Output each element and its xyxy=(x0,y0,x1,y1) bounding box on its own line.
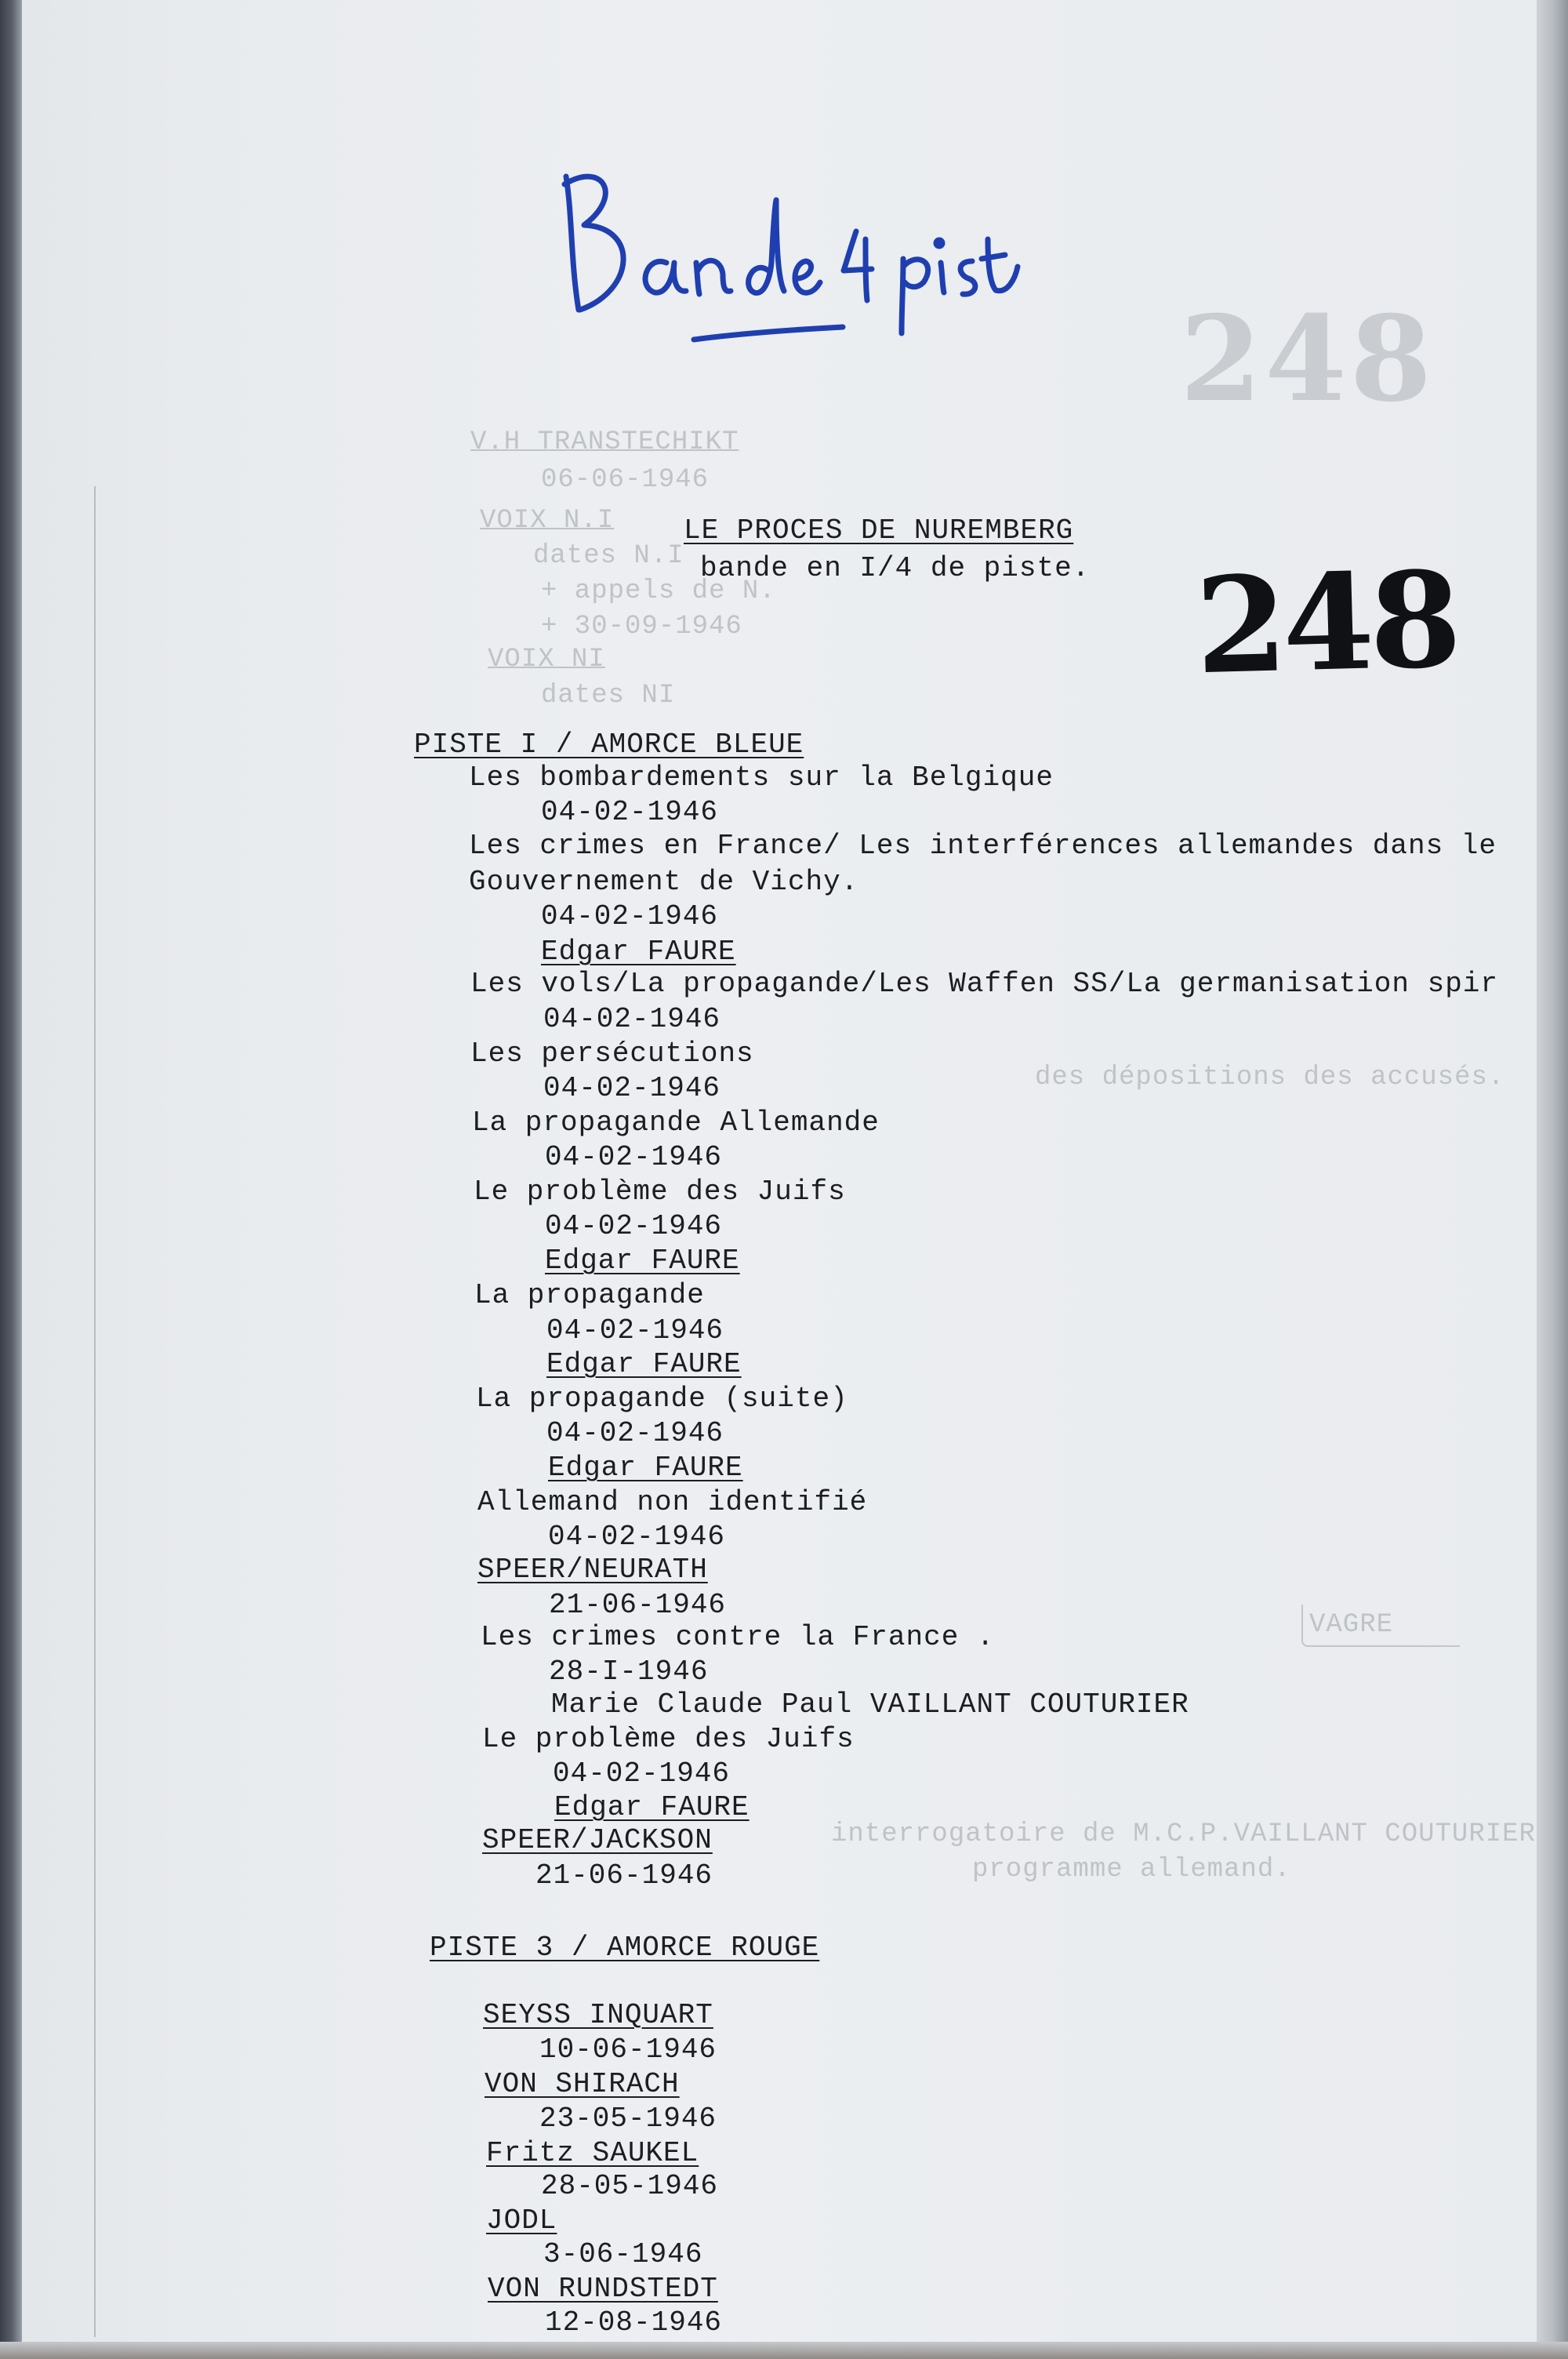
recording-date: 04-02-1946 xyxy=(553,1757,731,1790)
document-title: LE PROCES DE NUREMBERG xyxy=(684,514,1074,547)
bleed-through-line: programme allemand. xyxy=(972,1855,1291,1885)
speaker-name: Fritz SAUKEL xyxy=(486,2137,699,2169)
recording-title: La propagande xyxy=(474,1279,705,1311)
recording-date: 21-06-1946 xyxy=(535,1859,713,1892)
bleed-through-line: + 30-09-1946 xyxy=(541,612,742,642)
binding-edge xyxy=(0,0,22,2359)
recording-date: 3-06-1946 xyxy=(543,2238,703,2270)
recording-date: 12-08-1946 xyxy=(545,2306,723,2339)
recording-date: 04-02-1946 xyxy=(546,1417,724,1449)
speaker-name: Edgar FAURE xyxy=(548,1452,743,1484)
page-bottom-edge xyxy=(0,2342,1568,2359)
document-subtitle: bande en I/4 de piste. xyxy=(700,552,1091,584)
recording-title: La propagande (suite) xyxy=(476,1383,848,1415)
bleed-through-line: dates N.I xyxy=(533,541,684,571)
bleed-through-line: dates NI xyxy=(541,681,676,711)
bleed-through-line: interrogatoire de M.C.P.VAILLANT COUTURIER xyxy=(831,1819,1536,1849)
speaker-name: SPEER/NEURATH xyxy=(477,1554,708,1586)
recording-title: Les bombardements sur la Belgique xyxy=(469,761,1054,794)
page-number-stamp: 248 xyxy=(1193,541,1459,704)
recording-date: 21-06-1946 xyxy=(549,1589,727,1621)
speaker-name: Edgar FAURE xyxy=(545,1245,740,1277)
speaker-name: SEYSS INQUART xyxy=(483,1999,713,2031)
speaker-name: VON RUNDSTEDT xyxy=(488,2273,718,2305)
recording-title: Le problème des Juifs xyxy=(474,1176,846,1208)
speaker-name: Edgar FAURE xyxy=(541,936,736,968)
bleed-through-line: VOIX N.I xyxy=(480,506,615,536)
bleed-through-line: 06-06-1946 xyxy=(541,465,710,495)
bleed-through-line: V.H TRANSTECHIKT xyxy=(470,427,739,457)
bleed-through-box xyxy=(1301,1605,1460,1647)
bleed-through-line: des dépositions des accusés. xyxy=(1035,1063,1505,1092)
speaker-name: VON SHIRACH xyxy=(485,2068,680,2100)
bleed-through-number: 248 xyxy=(1180,290,1436,428)
speaker-name: Edgar FAURE xyxy=(554,1791,750,1823)
speaker-name: SPEER/JACKSON xyxy=(482,1824,713,1856)
recording-title: Les vols/La propagande/Les Waffen SS/La germanisation spir xyxy=(470,968,1499,1000)
track-heading: PISTE I / AMORCE BLEUE xyxy=(414,729,804,761)
recording-date: 28-05-1946 xyxy=(541,2170,719,2202)
track-heading: PISTE 3 / AMORCE ROUGE xyxy=(430,1932,820,1964)
bleed-through-line: + appels de N. xyxy=(541,576,776,606)
recording-date: 28-I-1946 xyxy=(549,1656,709,1688)
recording-title: Les crimes en France/ Les interférences allemandes dans le xyxy=(469,830,1497,862)
margin-line xyxy=(94,486,96,2337)
recording-date: 04-02-1946 xyxy=(541,900,719,932)
recording-title: Gouvernement de Vichy. xyxy=(469,866,859,898)
recording-date: 04-02-1946 xyxy=(548,1521,726,1553)
recording-date: 23-05-1946 xyxy=(539,2103,717,2135)
recording-title: Les persécutions xyxy=(470,1038,754,1070)
recording-title: Les crimes contre la France . xyxy=(481,1621,995,1653)
page-edge xyxy=(1537,0,1568,2359)
recording-title: Allemand non identifié xyxy=(477,1486,868,1518)
speaker-name: JODL xyxy=(486,2205,557,2237)
recording-date: 04-02-1946 xyxy=(541,796,719,828)
speaker-name: Edgar FAURE xyxy=(546,1348,742,1380)
recording-date: 10-06-1946 xyxy=(539,2034,717,2066)
recording-date: 04-02-1946 xyxy=(543,1003,721,1035)
recording-title: Le problème des Juifs xyxy=(482,1723,855,1755)
recording-title: La propagande Allemande xyxy=(472,1107,880,1139)
recording-date: 04-02-1946 xyxy=(546,1314,724,1347)
bleed-through-line: VOIX NI xyxy=(488,645,605,674)
recording-date: 04-02-1946 xyxy=(545,1141,723,1173)
recording-date: 04-02-1946 xyxy=(543,1072,721,1104)
handwritten-note xyxy=(549,153,1035,365)
bleed-through-line: VAGRE xyxy=(1309,1610,1394,1640)
recording-title: Marie Claude Paul VAILLANT COUTURIER xyxy=(551,1688,1189,1721)
recording-date: 04-02-1946 xyxy=(545,1210,723,1242)
